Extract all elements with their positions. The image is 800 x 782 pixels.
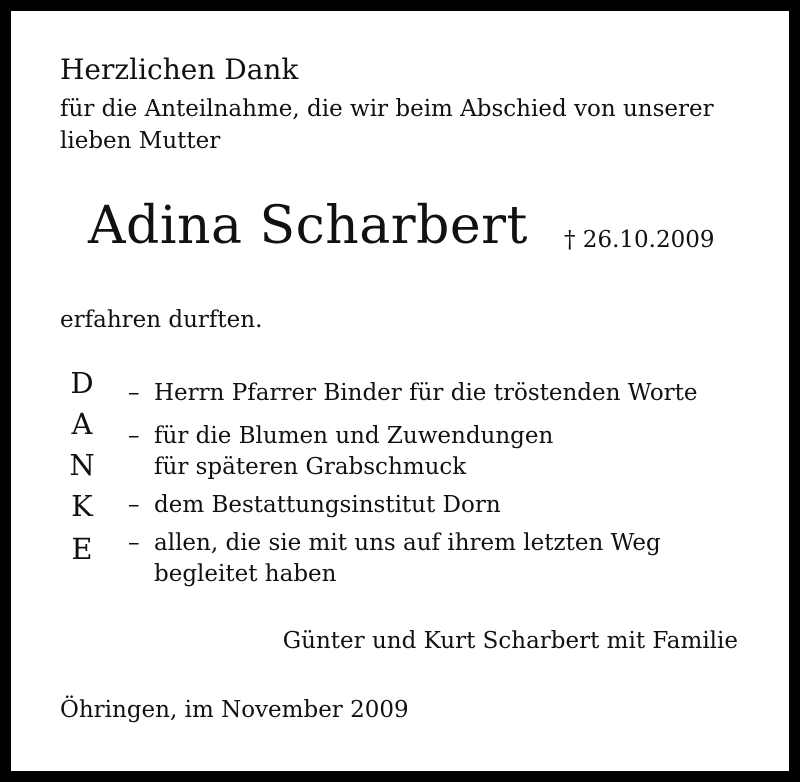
thanks-dash: – (128, 530, 140, 556)
danke-letter-a: A (71, 407, 93, 441)
place-and-date: Öhringen, im November 2009 (60, 697, 409, 723)
notice-closing: erfahren durften. (60, 307, 263, 333)
deceased-name: Adina Scharbert (88, 196, 528, 256)
danke-letter-n: N (69, 448, 95, 482)
thanks-text-continued: für späteren Grabschmuck (154, 454, 467, 480)
thanks-dash: – (128, 423, 140, 449)
signature: Günter und Kurt Scharbert mit Familie (282, 628, 738, 654)
thanks-item (128, 490, 501, 521)
danke-letter-k: K (71, 489, 93, 523)
thanks-dash: – (128, 492, 140, 518)
notice-intro (60, 93, 750, 157)
thanks-text: dem Bestattungsinstitut Dorn (154, 492, 501, 518)
intro-line-1: für die Anteilnahme, die wir beim Abschied von unserer (60, 96, 714, 122)
notice-heading: Herzlichen Dank (60, 53, 299, 86)
thanks-text: allen, die sie mit uns auf ihrem letzten Weg (154, 530, 661, 556)
thanks-dash: – (128, 380, 140, 406)
thanks-item (128, 421, 553, 483)
intro-line-2: lieben Mutter (60, 128, 221, 154)
danke-letter-e: E (71, 532, 93, 566)
death-date: † 26.10.2009 (564, 227, 715, 253)
thanks-text: für die Blumen und Zuwendungen (154, 423, 554, 449)
thanks-text-continued: begleitet haben (154, 561, 337, 587)
danke-letter-d: D (70, 366, 94, 400)
thanks-item (128, 528, 661, 590)
thanks-text: Herrn Pfarrer Binder für die tröstenden Worte (154, 380, 698, 406)
thanks-item (128, 378, 698, 409)
